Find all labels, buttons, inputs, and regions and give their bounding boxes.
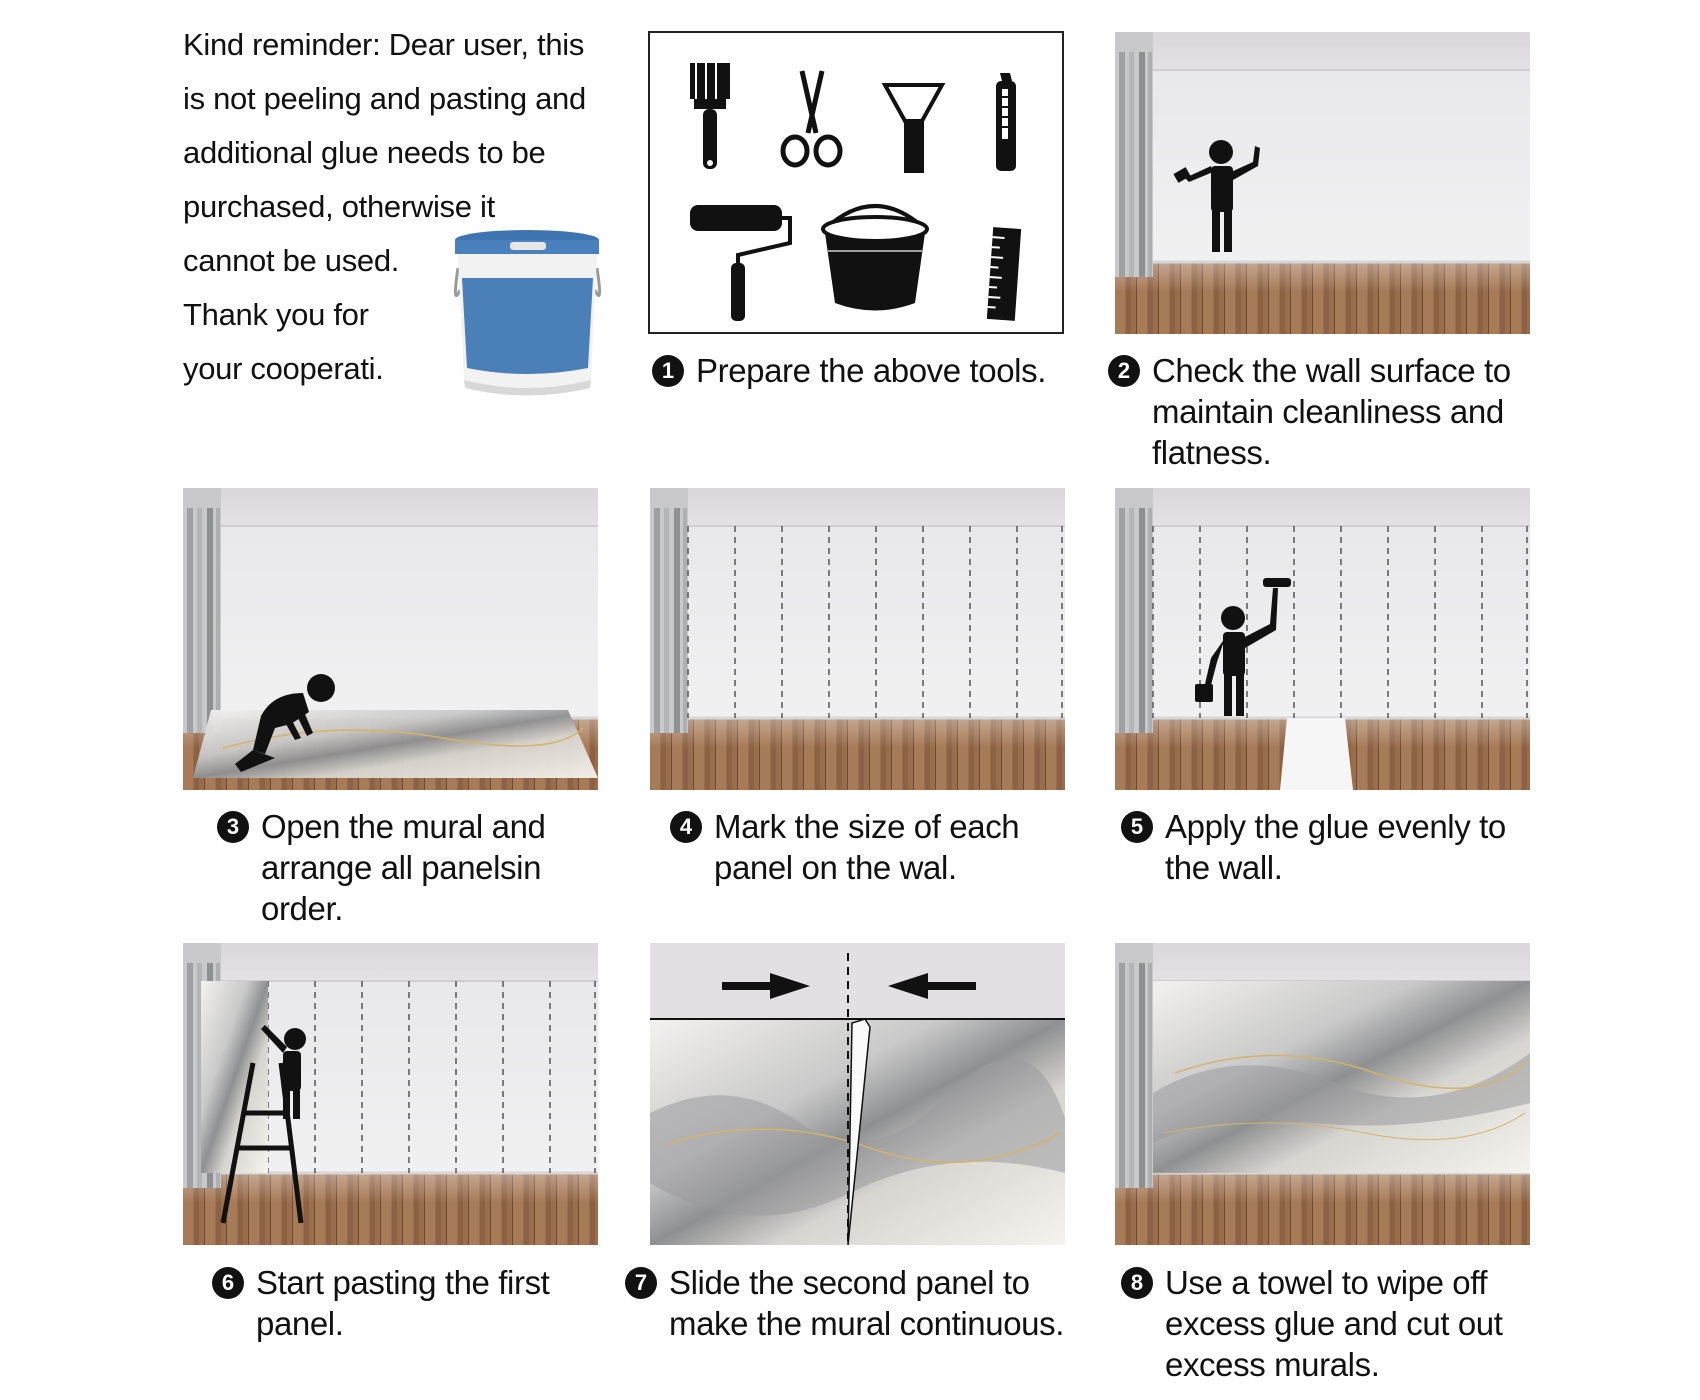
caption-line: excess glue and cut out bbox=[1165, 1305, 1503, 1342]
caption-line: Open the mural and bbox=[261, 808, 546, 845]
step-4-caption bbox=[670, 806, 1019, 888]
step-2-image bbox=[1115, 32, 1530, 334]
caption-line: order. bbox=[261, 890, 343, 927]
caption-line: Apply the glue evenly to bbox=[1165, 808, 1506, 845]
step-number-badge: 7 bbox=[625, 1267, 657, 1299]
tools-illustration bbox=[648, 31, 1064, 334]
caption-line: arrange all panelsin bbox=[261, 849, 542, 886]
step-6-caption bbox=[212, 1262, 549, 1344]
step-5-image bbox=[1115, 488, 1530, 790]
step-number-badge: 2 bbox=[1108, 355, 1140, 387]
caption-line: panel. bbox=[256, 1305, 344, 1342]
reminder-line: purchased, otherwise it bbox=[183, 189, 495, 224]
caption-line: Slide the second panel to bbox=[669, 1264, 1030, 1301]
step-4-image bbox=[650, 488, 1065, 790]
caption-line: Use a towel to wipe off bbox=[1165, 1264, 1488, 1301]
utility-knife-icon bbox=[996, 73, 1016, 171]
step-3-caption bbox=[217, 806, 545, 929]
bucket-icon bbox=[823, 206, 927, 311]
reminder-line: Thank you for bbox=[183, 297, 369, 332]
step-number-badge: 6 bbox=[212, 1267, 244, 1299]
step-number-badge: 5 bbox=[1121, 811, 1153, 843]
step-1-caption bbox=[652, 350, 1046, 391]
step-6-image bbox=[183, 943, 598, 1245]
reminder-line: cannot be used. bbox=[183, 243, 400, 278]
step-8-image bbox=[1115, 943, 1530, 1245]
ruler-icon bbox=[987, 227, 1021, 321]
caption-line: Check the wall surface to bbox=[1152, 352, 1511, 389]
caption-line: make the mural continuous. bbox=[669, 1305, 1064, 1342]
reminder-line: is not peeling and pasting and bbox=[183, 81, 586, 116]
step-7-image bbox=[650, 943, 1065, 1245]
step-7-caption bbox=[625, 1262, 1064, 1344]
step-5-caption bbox=[1121, 806, 1506, 888]
caption-line: the wall. bbox=[1165, 849, 1283, 886]
caption-line: Prepare the above tools. bbox=[696, 352, 1046, 389]
scissors-icon bbox=[783, 71, 840, 165]
step-number-badge: 8 bbox=[1121, 1267, 1153, 1299]
caption-line: Mark the size of each bbox=[714, 808, 1020, 845]
reminder-line: additional glue needs to be bbox=[183, 135, 546, 170]
step-number-badge: 4 bbox=[670, 811, 702, 843]
caption-line: flatness. bbox=[1152, 434, 1272, 471]
reminder-line: your cooperati. bbox=[183, 351, 384, 386]
caption-line: panel on the wal. bbox=[714, 849, 957, 886]
step-2-caption bbox=[1108, 350, 1511, 473]
glue-bucket-icon bbox=[450, 228, 605, 398]
scraper-icon bbox=[885, 85, 942, 173]
step-8-caption bbox=[1121, 1262, 1503, 1385]
step-number-badge: 3 bbox=[217, 811, 249, 843]
paint-roller-icon bbox=[690, 205, 790, 321]
step-number-badge: 1 bbox=[652, 355, 684, 387]
caption-line: excess murals. bbox=[1165, 1346, 1380, 1383]
step-3-image bbox=[183, 488, 598, 790]
reminder-line: Kind reminder: Dear user, this bbox=[183, 27, 585, 62]
paint-brush-icon bbox=[690, 63, 730, 169]
caption-line: Start pasting the first bbox=[256, 1264, 550, 1301]
caption-line: maintain cleanliness and bbox=[1152, 393, 1504, 430]
